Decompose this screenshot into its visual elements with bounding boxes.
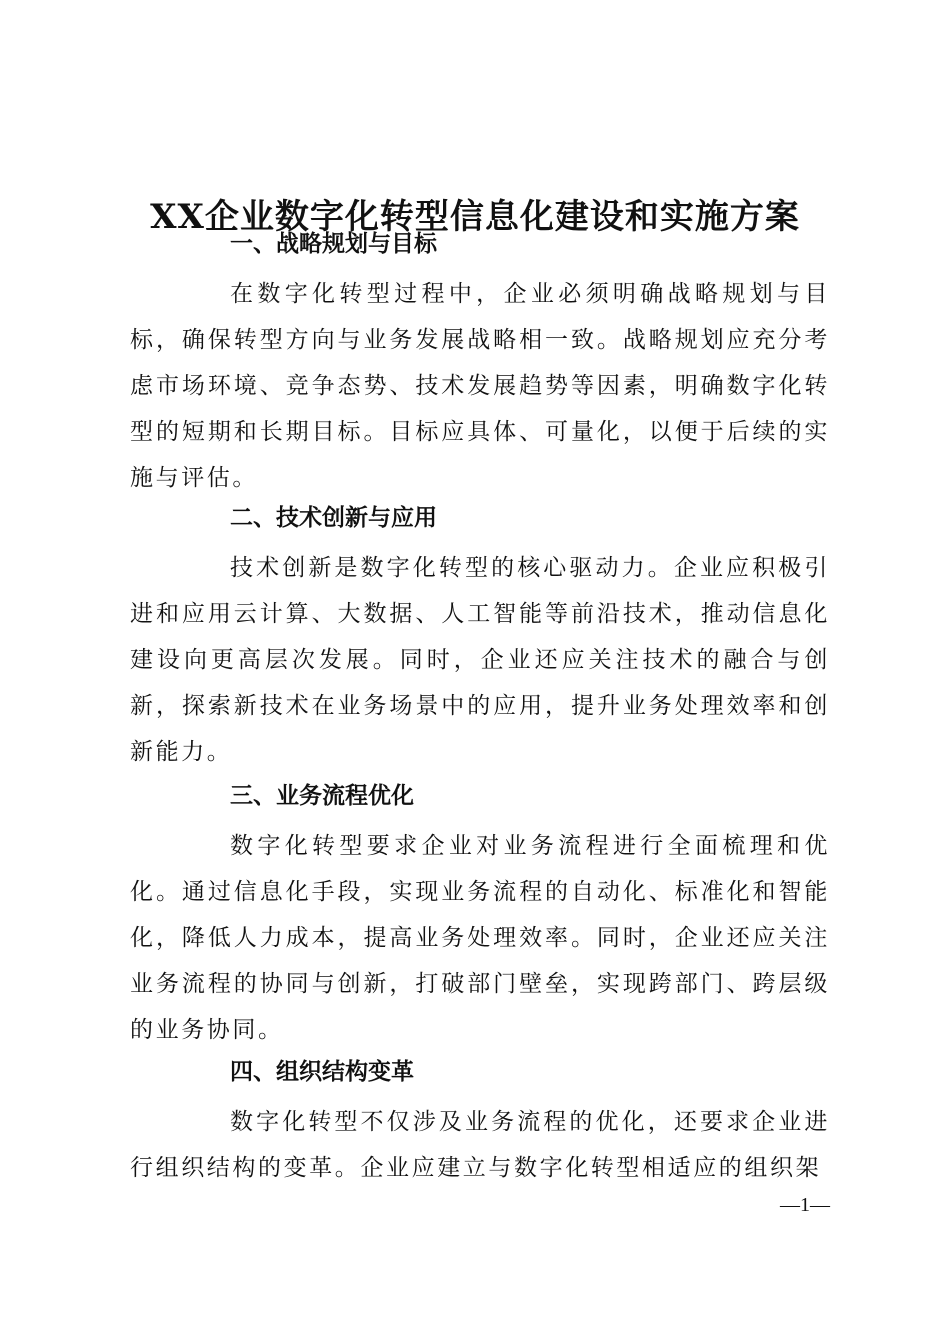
- section-heading: 四、组织结构变革: [230, 1059, 414, 1085]
- section-paragraph: 数字化转型不仅涉及业务流程的优化，还要求企业进行组织结构的变革。企业应建立与数字化转型相适应的组织架: [130, 1109, 830, 1181]
- section-paragraph: 在数字化转型过程中，企业必须明确战略规划与目标，确保转型方向与业务发展战略相一致。战略规划应充分考虑市场环境、竞争态势、技术发展趋势等因素，明确数字化转型的短期和长期目标。目标应具体、可量化，以便于后续的实施与评估。: [130, 281, 830, 491]
- section-heading: 二、技术创新与应用: [230, 505, 437, 531]
- section-heading: 一、战略规划与目标: [230, 231, 437, 257]
- section-paragraph: 数字化转型要求企业对业务流程进行全面梳理和优化。通过信息化手段，实现业务流程的自动化、标准化和智能化，降低人力成本，提高业务处理效率。同时，企业还应关注业务流程的协同与创新，打破部门壁垒，实现跨部门、跨层级的业务协同。: [130, 833, 830, 1043]
- section-heading: 三、业务流程优化: [230, 783, 414, 809]
- document-title: XX企业数字化转型信息化建设和实施方案: [150, 196, 800, 237]
- section-organization: [130, 1057, 830, 1191]
- page-number: —1—: [780, 1194, 830, 1216]
- section-technology: [130, 503, 830, 775]
- section-paragraph: 技术创新是数字化转型的核心驱动力。企业应积极引进和应用云计算、大数据、人工智能等前沿技术，推动信息化建设向更高层次发展。同时，企业还应关注技术的融合与创新，探索新技术在业务场景中的应用，提升业务处理效率和创新能力。: [130, 555, 830, 765]
- section-process: [130, 781, 830, 1053]
- section-strategy: [130, 229, 830, 501]
